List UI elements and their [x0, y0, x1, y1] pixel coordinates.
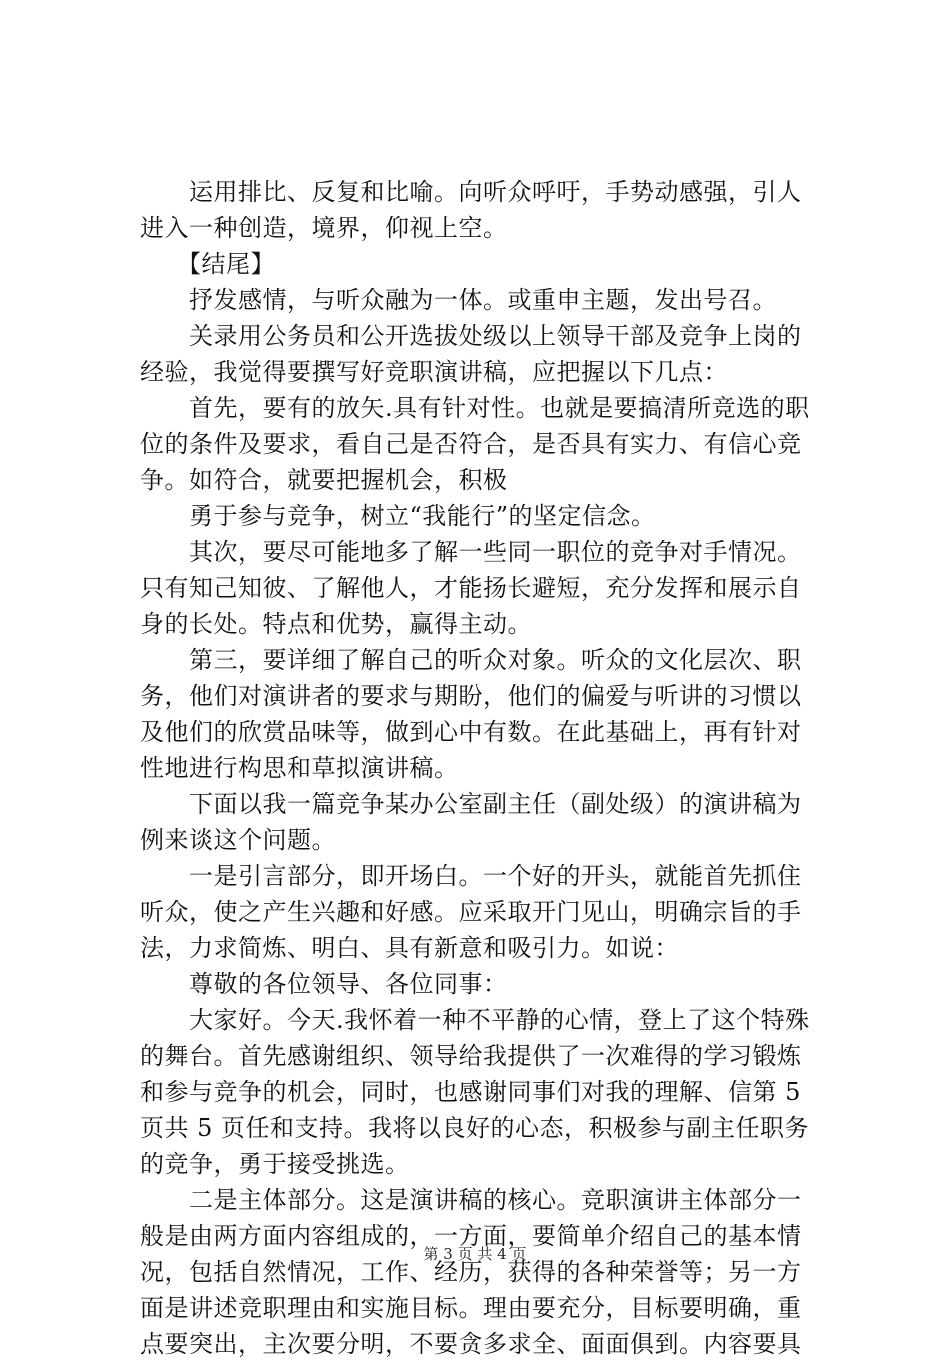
document-body — [140, 174, 832, 1362]
text-line: 大家好。今天.我怀着一种不平静的心情，登上了这个特殊 — [140, 1006, 810, 1034]
text-line: 例来谈这个问题。 — [140, 826, 336, 854]
text-line: 面是讲述竞职理由和实施目标。理由要充分，目标要明确，重 — [140, 1294, 802, 1322]
text-line: 位的条件及要求，看自己是否符合，是否具有实力、有信心竞 — [140, 430, 802, 458]
text-line: 运用排比、反复和比喻。向听众呼吁，手势动感强，引人 — [140, 178, 802, 206]
text-line: 关录用公务员和公开选拔处级以上领导干部及竞争上岗的 — [140, 322, 802, 350]
text-line: 经验，我觉得要撰写好竞职演讲稿，应把握以下几点： — [140, 358, 728, 386]
text-line: 第三，要详细了解自己的听众对象。听众的文化层次、职 — [140, 646, 802, 674]
text-line: 法，力求简炼、明白、具有新意和吸引力。如说： — [140, 934, 679, 962]
text-line: 及他们的欣赏品味等，做到心中有数。在此基础上，再有针对 — [140, 718, 802, 746]
text-line: 尊敬的各位领导、各位同事： — [140, 970, 508, 998]
text-line: 性地进行构思和草拟演讲稿。 — [140, 754, 459, 782]
text-line: 其次，要尽可能地多了解一些同一职位的竞争对手情况。 — [140, 538, 802, 566]
text-line: 的竞争，勇于接受挑选。 — [140, 1150, 410, 1178]
text-line: 身的长处。特点和优势，赢得主动。 — [140, 610, 532, 638]
text-line: 一是引言部分，即开场白。一个好的开头，就能首先抓住 — [140, 862, 802, 890]
text-line: 【结尾】 — [140, 250, 275, 278]
text-line: 抒发感情，与听众融为一体。或重申主题，发出号召。 — [140, 286, 777, 314]
text-line: 勇于参与竞争，树立“我能行”的坚定信念。 — [140, 502, 656, 530]
text-line: 点要突出，主次要分明，不要贪多求全、面面俱到。内容要具 — [140, 1330, 802, 1358]
text-line: 二是主体部分。这是演讲稿的核心。竞职演讲主体部分一 — [140, 1186, 802, 1214]
text-line: 进入一种创造，境界，仰视上空。 — [140, 214, 508, 242]
text-line: 务，他们对演讲者的要求与期盼，他们的偏爱与听讲的习惯以 — [140, 682, 802, 710]
text-line: 下面以我一篇竞争某办公室副主任（副处级）的演讲稿为 — [140, 790, 802, 818]
text-line: 争。如符合，就要把握机会，积极 — [140, 466, 508, 494]
text-line: 和参与竞争的机会，同时，也感谢同事们对我的理解、信第 5 — [140, 1078, 801, 1106]
text-line: 般是由两方面内容组成的，一方面，要简单介绍自己的基本情 — [140, 1222, 802, 1250]
text-line: 的舞台。首先感谢组织、领导给我提供了一次难得的学习锻炼 — [140, 1042, 802, 1070]
page-footer: 第 3 页 共 4 页 — [423, 1245, 527, 1263]
text-line: 只有知己知彼、了解他人，才能扬长避短，充分发挥和展示自 — [140, 574, 802, 602]
text-line: 听众，使之产生兴趣和好感。应采取开门见山，明确宗旨的手 — [140, 898, 802, 926]
text-line: 首先，要有的放矢.具有针对性。也就是要搞清所竞选的职 — [140, 394, 810, 422]
text-line: 页共 5 页任和支持。我将以良好的心态，积极参与副主任职务 — [140, 1114, 810, 1142]
text-line: 况，包括自然情况，工作、经历，获得的各种荣誉等；另一方 — [140, 1258, 802, 1286]
